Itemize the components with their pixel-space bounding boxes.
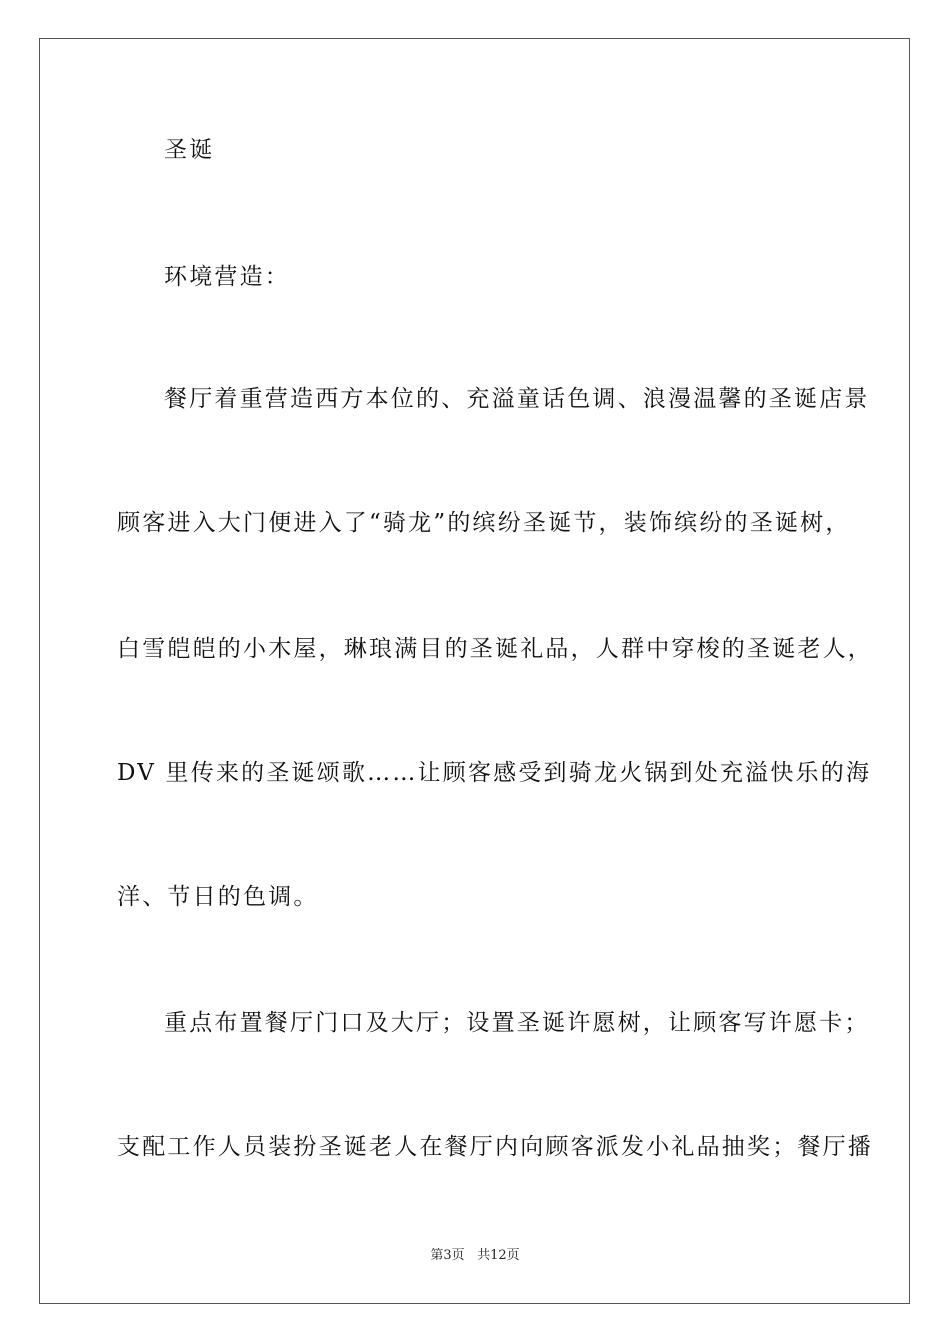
page-total: 共12页 — [477, 1248, 520, 1263]
paragraph-line: 洋、节日的色调。 — [117, 884, 319, 910]
paragraph-line: 支配工作人员装扮圣诞老人在餐厅内向顾客派发小礼品抽奖；餐厅播 — [117, 1134, 873, 1160]
subheading: 环境营造： — [164, 264, 290, 290]
page-border — [39, 38, 910, 1304]
paragraph-line: 白雪皑皑的小木屋，琳琅满目的圣诞礼品，人群中穿梭的圣诞老人， — [117, 636, 873, 662]
page-number: 第3页 — [430, 1248, 465, 1263]
paragraph-line: 重点布置餐厅门口及大厅；设置圣诞许愿树，让顾客写许愿卡； — [164, 1010, 870, 1036]
paragraph-line: 顾客进入大门便进入了“骑龙”的缤纷圣诞节，装饰缤纷的圣诞树， — [117, 510, 851, 536]
paragraph-line: 餐厅着重营造西方本位的、充溢童话色调、浪漫温馨的圣诞店景 — [164, 386, 870, 412]
section-heading: 圣诞 — [164, 137, 215, 163]
page-footer — [0, 1247, 950, 1265]
paragraph-line: DV 里传来的圣诞颂歌……让顾客感受到骑龙火锅到处充溢快乐的海 — [117, 760, 872, 786]
